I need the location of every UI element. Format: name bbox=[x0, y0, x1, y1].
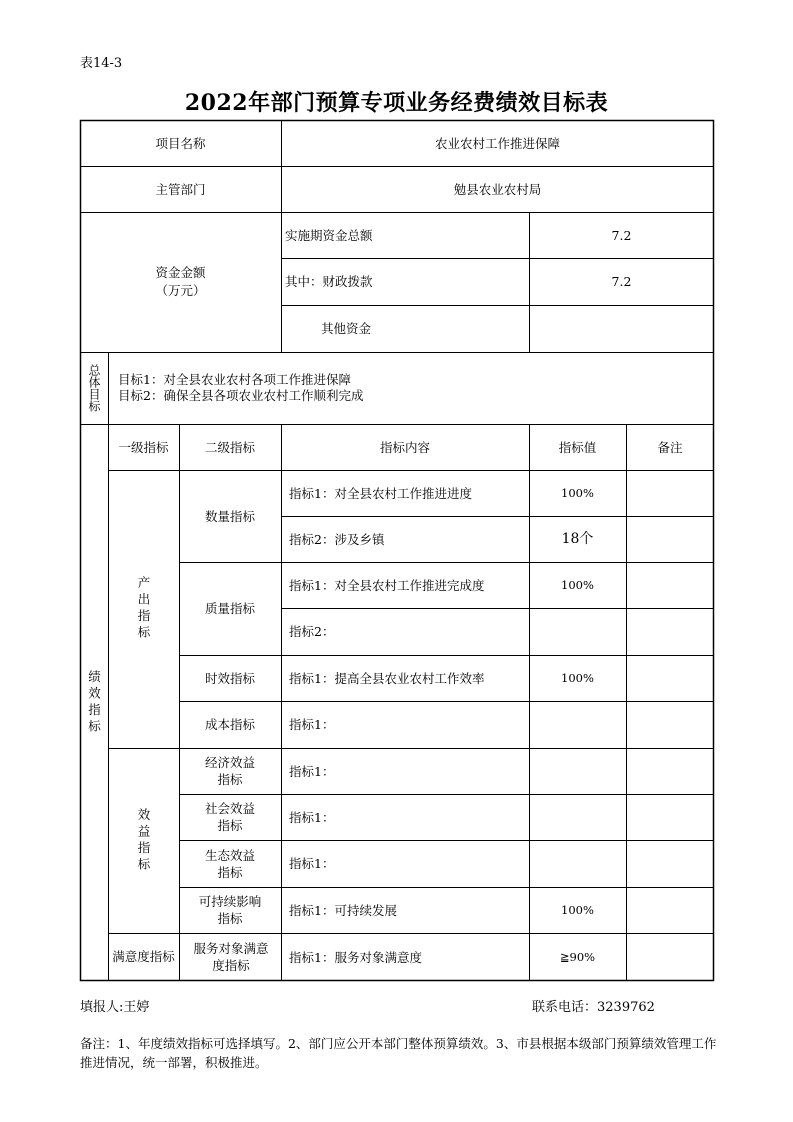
funds-unit: （万元） bbox=[155, 283, 206, 298]
indicator-content: 指标1：服务对象满意度 bbox=[289, 949, 422, 965]
department-value: 勉县农业农村局 bbox=[453, 181, 542, 197]
quality-indicator-label: 质量指标 bbox=[204, 601, 255, 616]
satisfaction-indicators-label: 满意度指标 bbox=[112, 949, 175, 964]
indicator-content: 指标1： bbox=[289, 717, 335, 732]
contact-phone: 联系电话：3239762 bbox=[532, 1000, 655, 1015]
sustainability-label: 可持续影响指标 bbox=[198, 894, 262, 926]
indicator-content: 指标1： bbox=[289, 763, 335, 779]
output-indicators-label: 产出指标 bbox=[136, 576, 151, 642]
overall-goal-label: 总体目标 bbox=[87, 364, 101, 412]
social-benefit-label: 社会效益指标 bbox=[204, 801, 255, 833]
table-number: 表14-3 bbox=[80, 56, 123, 71]
header-level1: 一级指标 bbox=[118, 439, 169, 455]
timeliness-indicator-label: 时效指标 bbox=[204, 670, 255, 686]
indicator-value: 18个 bbox=[561, 530, 594, 547]
economic-benefit-label: 经济效益指标 bbox=[204, 755, 255, 787]
indicator-value bbox=[529, 748, 626, 794]
indicator-content: 指标1： bbox=[289, 856, 335, 871]
indicator-value: 100% bbox=[561, 902, 594, 917]
funds-label-cell bbox=[80, 212, 281, 352]
indicator-value bbox=[529, 701, 626, 748]
project-name-value: 农业农村工作推进保障 bbox=[434, 135, 560, 151]
cost-indicator-label: 成本指标 bbox=[204, 717, 255, 732]
goal-1: 目标1：对全县农业农村各项工作推进保障 bbox=[118, 372, 351, 387]
indicator-content: 指标2： bbox=[289, 624, 335, 639]
header-value: 指标值 bbox=[558, 439, 597, 455]
indicator-content: 指标2：涉及乡镇 bbox=[289, 531, 385, 547]
total-funds-value: 7.2 bbox=[611, 227, 632, 243]
funds-label: 资金金额 bbox=[155, 265, 206, 280]
indicator-value bbox=[529, 840, 626, 887]
other-funds-label: 其他资金 bbox=[321, 321, 372, 336]
filler-name: 填报人:王婷 bbox=[80, 1000, 150, 1015]
overall-goal-content bbox=[108, 352, 714, 424]
other-funds-value bbox=[529, 305, 714, 352]
indicator-value bbox=[529, 608, 626, 655]
indicator-content: 指标1：对全县农村工作推进完成度 bbox=[289, 577, 485, 593]
goal-2: 目标2：确保全县各项农业农村工作顺利完成 bbox=[118, 388, 364, 403]
quantity-indicator-label: 数量指标 bbox=[204, 508, 255, 524]
page-title: 2022年部门预算专项业务经费绩效目标表 bbox=[184, 90, 609, 116]
project-name-label: 项目名称 bbox=[155, 135, 206, 151]
header-level2: 二级指标 bbox=[204, 439, 255, 455]
indicator-value: 100% bbox=[561, 485, 594, 500]
ecological-benefit-label: 生态效益指标 bbox=[204, 847, 255, 880]
indicator-content: 指标1：提高全县农业农村工作效率 bbox=[289, 670, 485, 686]
indicator-value bbox=[529, 794, 626, 840]
total-funds-label: 实施期资金总额 bbox=[285, 227, 373, 243]
header-content: 指标内容 bbox=[379, 439, 430, 455]
service-satisfaction-label: 服务对象满意度指标 bbox=[193, 941, 269, 973]
fiscal-funds-value: 7.2 bbox=[611, 274, 632, 289]
header-remark: 备注 bbox=[657, 439, 683, 455]
fiscal-funds-label: 其中：财政拨款 bbox=[285, 274, 373, 289]
indicator-value: ≧90% bbox=[559, 949, 596, 964]
department-label: 主管部门 bbox=[155, 181, 206, 197]
benefit-indicators-label: 效益指标 bbox=[136, 807, 151, 874]
indicator-value: 100% bbox=[561, 577, 594, 592]
indicator-value: 100% bbox=[561, 670, 594, 685]
indicator-content: 指标1：对全县农村工作推进进度 bbox=[289, 485, 472, 501]
indicator-content: 指标1： bbox=[289, 809, 335, 825]
footnote: 备注：1、年度绩效指标可选择填写。2、部门应公开本部门整体预算绩效。3、市县根据本级部门预算绩效管理工作推进情况，统一部署，积极推进。 bbox=[80, 1036, 717, 1070]
indicator-content: 指标1：可持续发展 bbox=[289, 902, 397, 918]
performance-indicators-label: 绩效指标 bbox=[86, 669, 102, 736]
